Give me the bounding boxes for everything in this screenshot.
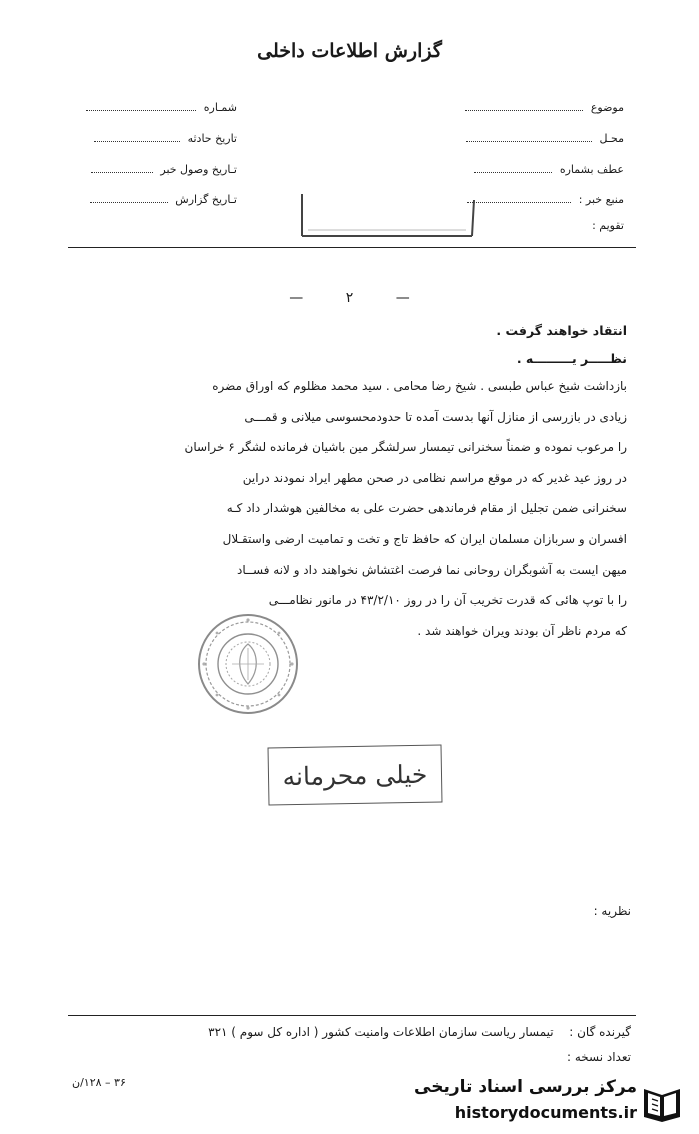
body-line: که مردم ناظر آن بودند ویران خواهند شد . xyxy=(417,623,627,638)
redaction-mark xyxy=(296,186,486,242)
body-line: زیادی در بازرسی از منازل آنها بدست آمده تا حدودمحسوسی میلانی و قمـــی xyxy=(244,409,627,424)
body-line: بازداشت شیخ عباس طبسی . شیخ رضا محامی . سید محمد مظلوم که اوراق مضره xyxy=(212,379,627,393)
copies-label: تعداد نسخه : xyxy=(566,1050,631,1064)
field-location-label: محـل xyxy=(599,132,624,145)
body-paragraph xyxy=(67,371,627,646)
field-subject-label: موضوع xyxy=(590,101,624,114)
field-report-date xyxy=(90,193,237,206)
opinion-label: نظریه : xyxy=(593,904,631,918)
field-reference xyxy=(474,163,624,176)
body-line: در روز عید غدیر که در موقع مراسم نظامی در صحن مطهر ایراد نمودند دراین xyxy=(242,470,627,485)
recipients-text: تیمسار ریاست سازمان اطلاعات وامنیت کشور ( اداره کل سوم ) ۳۲۱ xyxy=(208,1025,554,1039)
field-subject xyxy=(465,101,624,114)
body-line: را با توپ هائی که قدرت تخریب آن را در روز ۴۳/۲/۱۰ در مانور نظامـــی xyxy=(268,593,627,608)
field-received-date xyxy=(91,163,237,176)
field-incident-date-label: تاریخ حادثه xyxy=(187,132,237,145)
body-line: میهن ایست به آشوبگران روحانی نما فرصت اغتشاش نخواهند داد و لانه فســاد xyxy=(236,562,627,577)
header-divider xyxy=(68,247,636,248)
body-heading: نظـــــر یـــــــــه . xyxy=(516,351,627,366)
field-location-line xyxy=(466,132,592,142)
watermark-url: historydocuments.ir xyxy=(454,1103,637,1122)
field-reference-line xyxy=(474,163,552,173)
report-title: گزارش اطلاعات داخلی xyxy=(257,40,442,62)
recipients-label: گیرنده گان : xyxy=(569,1025,631,1039)
body-line: را مرعوب نموده و ضمناً سخنرانی تیمسار سرلشگر مین باشیان فرمانده لشگر ۶ خراسان xyxy=(184,440,627,455)
field-incident-date-line xyxy=(94,132,180,142)
field-evaluation xyxy=(592,219,624,232)
field-number-label: شمـاره xyxy=(203,101,237,114)
field-location xyxy=(466,132,624,145)
body-line: سخنرانی ضمن تجلیل از مقام فرماندهی حضرت علی به مخالفین هوشدار داد کـه xyxy=(226,501,627,516)
confidential-stamp-text: خیلی محرمانه xyxy=(282,759,428,791)
book-logo-icon xyxy=(640,1083,684,1123)
body-line-continuation: انتقاد خواهند گرفت . xyxy=(496,323,627,338)
field-number-line xyxy=(86,101,196,111)
field-report-date-line xyxy=(90,193,168,203)
field-source xyxy=(467,193,624,206)
page-number: — ۲ — xyxy=(289,290,410,306)
field-reference-label: عطف بشماره xyxy=(559,163,624,176)
form-code: ۳۶ – ۱۲۸/ن xyxy=(72,1076,126,1089)
field-source-label: منبع خبر : xyxy=(578,193,624,206)
field-subject-line xyxy=(465,101,583,111)
confidential-stamp xyxy=(268,744,443,805)
recipients-row xyxy=(208,1025,631,1039)
field-received-date-label: تـاریخ وصول خبر xyxy=(160,163,237,176)
field-number xyxy=(86,101,237,114)
field-report-date-label: تـاریخ گزارش xyxy=(175,193,237,206)
field-incident-date xyxy=(94,132,237,145)
watermark-name: مرکز بررسی اسناد تاریخی xyxy=(414,1077,637,1097)
field-evaluation-label: تقویم : xyxy=(592,219,624,232)
body-line: افسران و سربازان مسلمان ایران که حافظ تاج و تخت و تمامیت ارضی واستقـلال xyxy=(222,531,627,546)
footer-divider xyxy=(68,1015,636,1016)
field-received-date-line xyxy=(91,163,153,173)
circular-seal xyxy=(196,612,300,716)
